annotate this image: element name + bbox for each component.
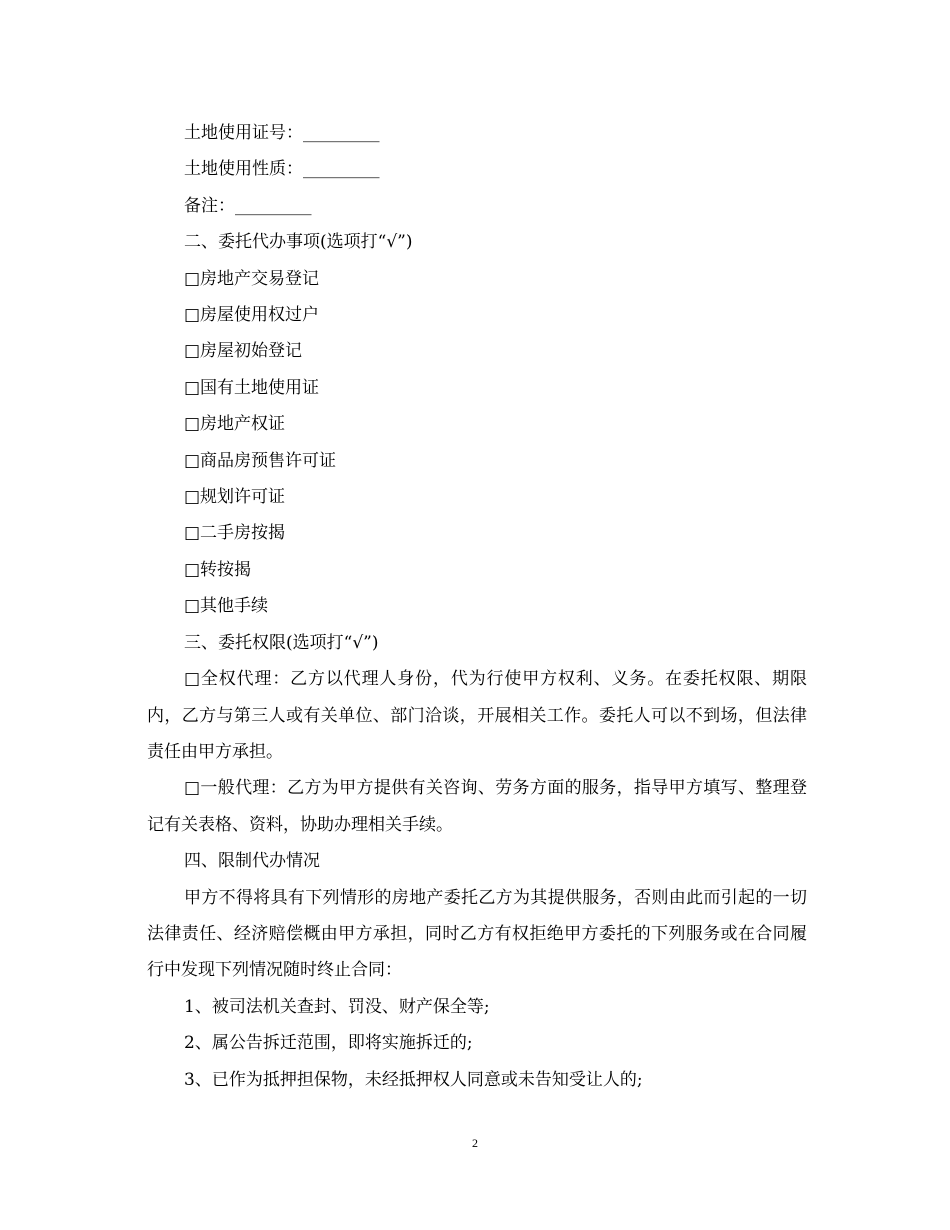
restriction-intro-paragraph: 甲方不得将具有下列情形的房地产委托乙方为其提供服务，否则由此而引起的一切法律责任、经济赔偿概由甲方承担，同时乙方有权拒绝甲方委托的下列服务或在合同履行中发现下列情况随时终止合同：: [147, 887, 807, 981]
land-certificate-number-field: 土地使用证号：_________: [184, 123, 380, 143]
option-item: □房屋使用权过户: [184, 305, 320, 326]
option-item: □房地产权证: [184, 414, 286, 435]
full-agency-paragraph: □全权代理：乙方以代理人身份，代为行使甲方权利、义务。在委托权限、期限内，乙方与第三人或有关单位、部门洽谈，开展相关工作。委托人可以不到场，但法律责任由甲方承担。: [147, 669, 807, 762]
option-item: □国有土地使用证: [184, 377, 320, 398]
restriction-item: 1、被司法机关查封、罚没、财产保全等;: [184, 996, 490, 1017]
remarks-field: 备注：_________: [184, 195, 312, 216]
general-agency-paragraph: □一般代理：乙方为甲方提供有关咨询、劳务方面的服务，指导甲方填写、整理登记有关表格、资料，协助办理相关手续。: [147, 778, 807, 835]
option-item: □规划许可证: [184, 487, 286, 508]
section-4-heading: 四、限制代办情况: [184, 851, 320, 872]
option-item: □其他手续: [184, 596, 269, 617]
document-body: [147, 115, 807, 1098]
section-3-heading: 三、委托权限(选项打“√”): [184, 632, 379, 653]
restriction-item: 3、已作为抵押担保物，未经抵押权人同意或未告知受让人的;: [184, 1069, 643, 1090]
restriction-item: 2、属公告拆迁范围，即将实施拆迁的;: [184, 1033, 473, 1054]
option-item: □房屋初始登记: [184, 341, 303, 362]
option-item: □转按揭: [184, 559, 252, 580]
land-use-nature-field: 土地使用性质：_________: [184, 159, 380, 180]
option-item: □二手房按揭: [184, 523, 286, 544]
option-item: □商品房预售许可证: [184, 450, 337, 471]
page-number: 2: [472, 1136, 478, 1150]
section-2-heading: 二、委托代办事项(选项打“√”): [184, 232, 413, 253]
option-item: □房地产交易登记: [184, 268, 320, 289]
